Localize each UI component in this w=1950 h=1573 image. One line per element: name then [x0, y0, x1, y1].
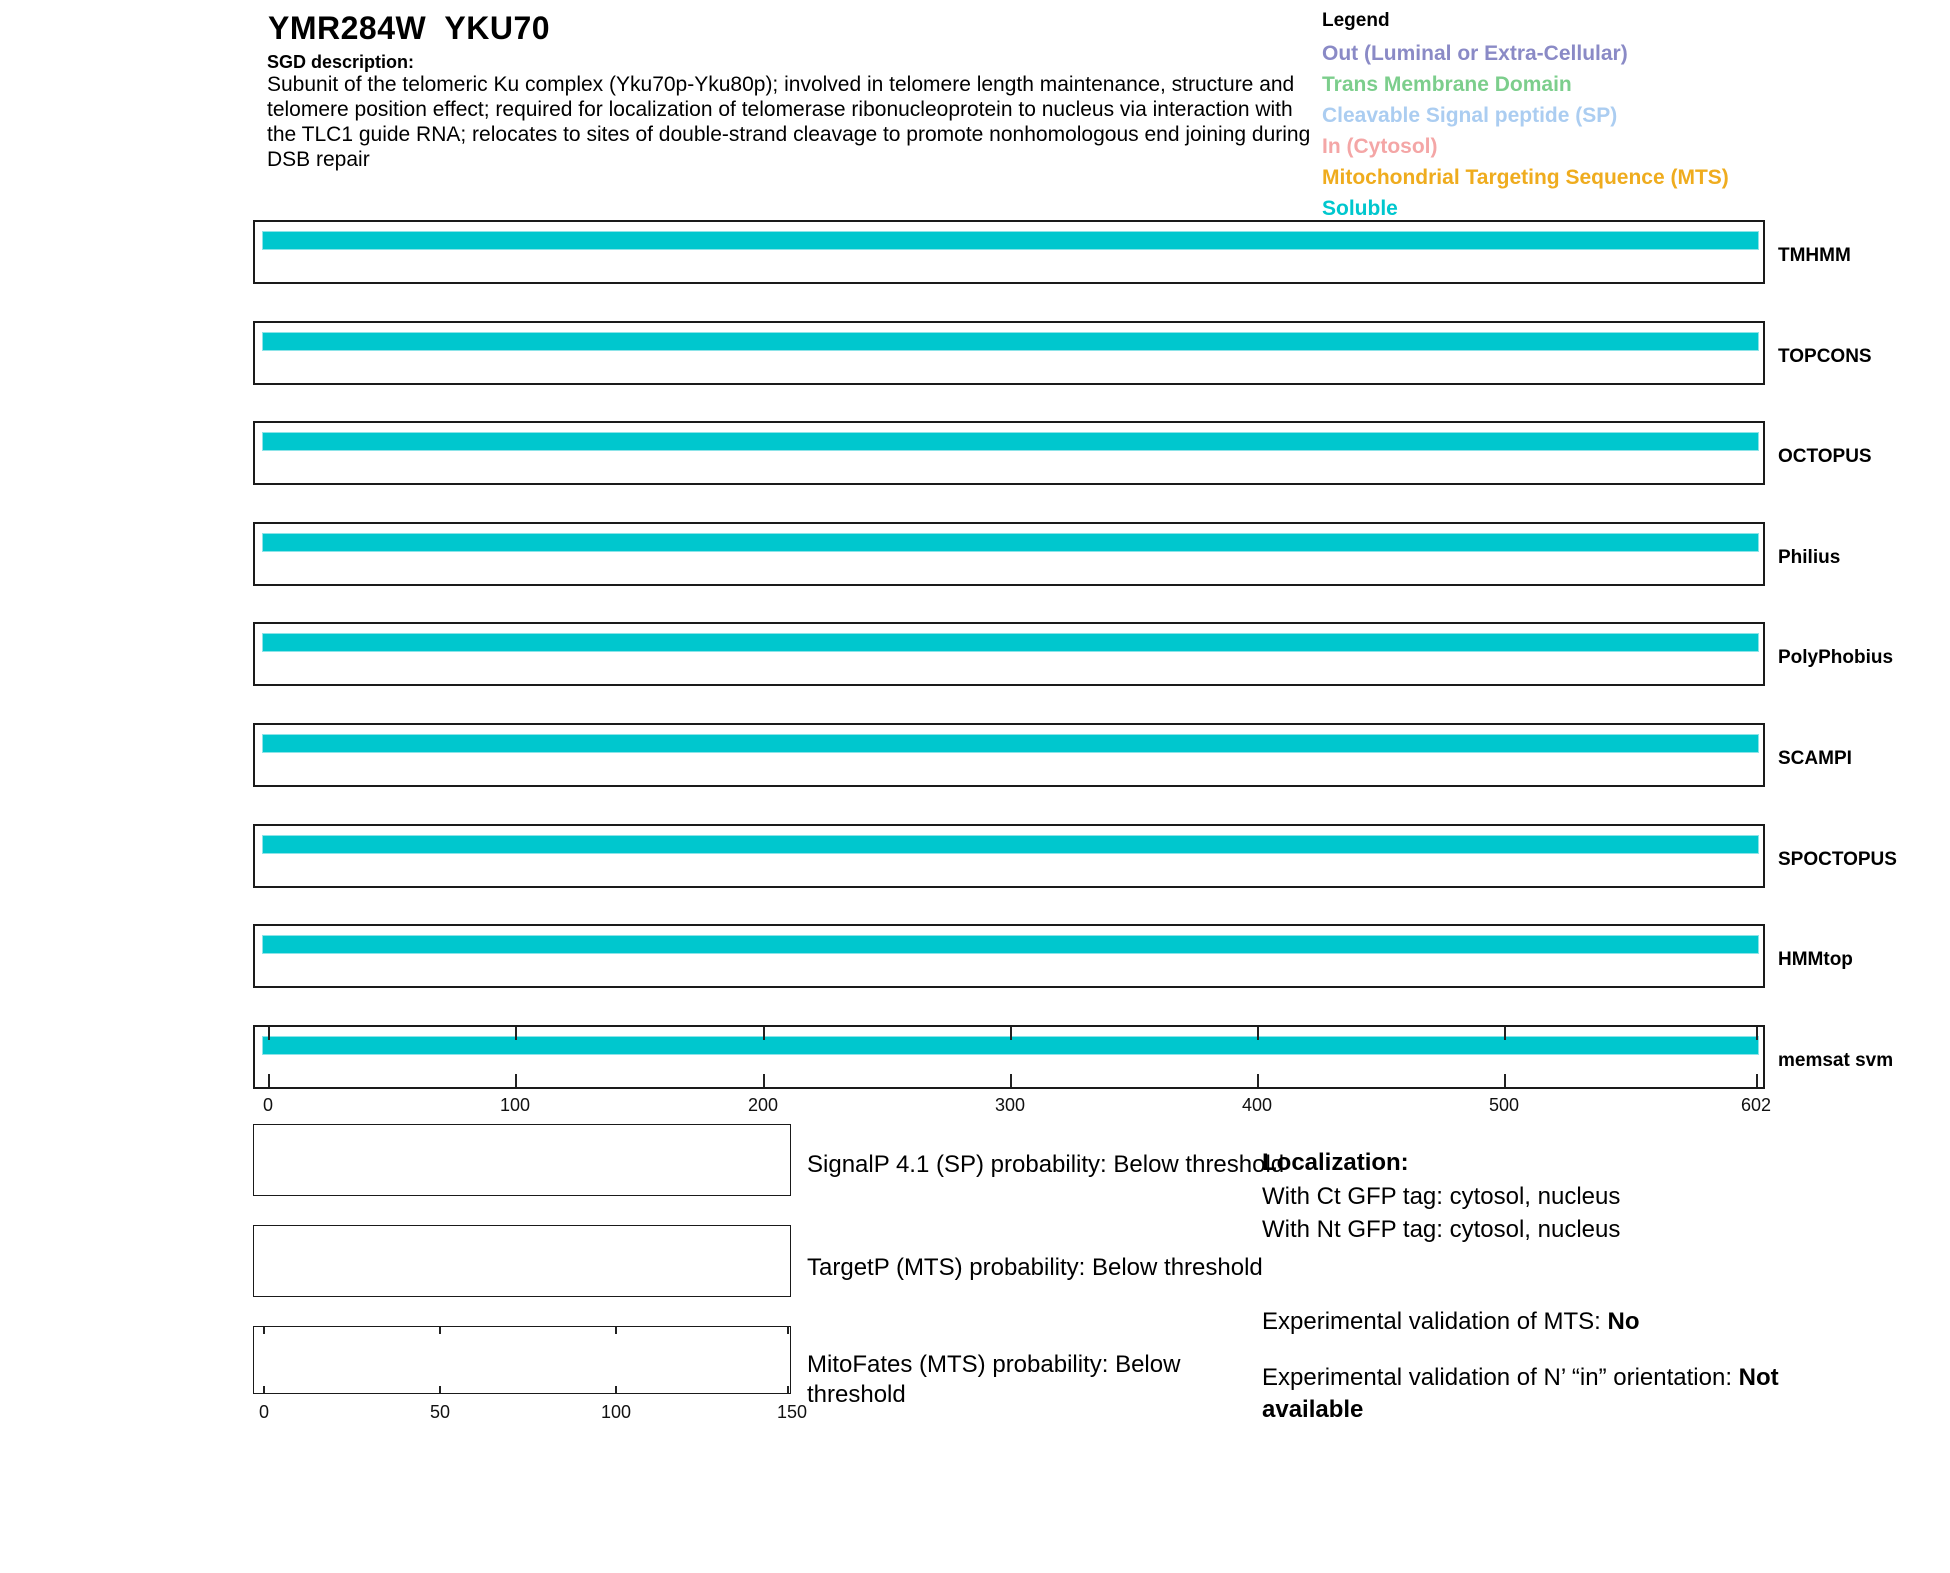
- track-plot-box: [253, 321, 1765, 385]
- mitofates-caption: MitoFates (MTS) probability: Below threshold: [807, 1351, 1181, 1408]
- axis-tick-label: 400: [1241, 1095, 1273, 1115]
- sgd-description-text: Subunit of the telomeric Ku complex (Yku70p-Yku80p); involved in telomere length maintenance, structure and telomere position effect; required for localization of telomerase ribonucleoprotein to nucleus via interaction with the TLC1 guide RNA; relocates to sites of double-strand cleavage to promote nonhomologous end joining during DSB repair: [267, 73, 1311, 171]
- axis-tick-label: 200: [747, 1095, 779, 1115]
- mts-validation-label: Experimental validation of MTS:: [1262, 1308, 1608, 1335]
- soluble-span-bar: [262, 332, 1759, 351]
- axis-tick: [439, 1386, 441, 1393]
- legend: [1322, 38, 1782, 238]
- axis-tick: [763, 1027, 765, 1040]
- axis-tick-label: 100: [600, 1402, 632, 1422]
- axis-tick-label: 100: [499, 1095, 531, 1115]
- axis-tick: [263, 1386, 265, 1393]
- track-plot-box: [253, 421, 1765, 485]
- track-label: HMMtop: [1778, 949, 1853, 970]
- axis-tick: [268, 1027, 270, 1040]
- axis-tick-label: 300: [994, 1095, 1026, 1115]
- axis-tick: [763, 1074, 765, 1087]
- axis-tick: [268, 1074, 270, 1087]
- soluble-span-bar: [262, 935, 1759, 954]
- track-plot-box: [253, 723, 1765, 787]
- legend-entry: Trans Membrane Domain: [1322, 73, 1572, 96]
- soluble-span-bar: [262, 835, 1759, 854]
- track-plot-box: [253, 824, 1765, 888]
- soluble-span-bar: [262, 633, 1759, 652]
- track-label: PolyPhobius: [1778, 647, 1894, 668]
- axis-tick: [1257, 1074, 1259, 1087]
- localization-heading: Localization:: [1262, 1149, 1409, 1176]
- axis-tick-label: 50: [429, 1402, 451, 1422]
- legend-entry: Mitochondrial Targeting Sequence (MTS): [1322, 166, 1729, 189]
- track-plot-box: [253, 924, 1765, 988]
- sgd-description-label: SGD description:: [267, 52, 415, 72]
- track-plot-box: [253, 1025, 1765, 1089]
- axis-tick: [1756, 1027, 1758, 1040]
- mts-validation-value: No: [1607, 1308, 1640, 1335]
- mts-validation-line: [1262, 1306, 1639, 1338]
- axis-tick: [787, 1327, 789, 1334]
- orientation-validation-label: Experimental validation of N’ “in” orientation:: [1262, 1364, 1739, 1391]
- mitofates-plot-box: [253, 1326, 791, 1394]
- legend-entry: Cleavable Signal peptide (SP): [1322, 104, 1618, 127]
- legend-entry: Out (Luminal or Extra-Cellular): [1322, 42, 1628, 65]
- legend-entry: In (Cytosol): [1322, 135, 1438, 158]
- axis-tick: [615, 1386, 617, 1393]
- signalp-plot-box: [253, 1124, 791, 1196]
- track-plot-box: [253, 220, 1765, 284]
- axis-tick-label: 0: [258, 1402, 270, 1422]
- axis-tick: [1504, 1074, 1506, 1087]
- axis-tick-label: 500: [1488, 1095, 1520, 1115]
- track-plot-box: [253, 522, 1765, 586]
- track-label: TMHMM: [1778, 245, 1851, 266]
- signalp-caption: SignalP 4.1 (SP) probability: Below threshold: [807, 1151, 1285, 1178]
- legend-entry: Soluble: [1322, 197, 1398, 220]
- axis-tick: [1257, 1027, 1259, 1040]
- track-plot-box: [253, 622, 1765, 686]
- axis-tick: [263, 1327, 265, 1334]
- legend-title: Legend: [1322, 10, 1390, 31]
- axis-tick: [515, 1027, 517, 1040]
- soluble-span-bar: [262, 432, 1759, 451]
- axis-tick: [1010, 1027, 1012, 1040]
- axis-tick: [515, 1074, 517, 1087]
- orientation-validation-line: [1262, 1362, 1779, 1394]
- axis-tick-label: 150: [776, 1402, 808, 1422]
- localization-ct-line: With Ct GFP tag: cytosol, nucleus: [1262, 1183, 1621, 1210]
- axis-tick: [1756, 1074, 1758, 1087]
- soluble-span-bar: [262, 533, 1759, 552]
- axis-tick: [439, 1327, 441, 1334]
- track-label: Philius: [1778, 547, 1841, 568]
- localization-nt-line: With Nt GFP tag: cytosol, nucleus: [1262, 1216, 1621, 1243]
- orientation-validation-value: Not: [1738, 1364, 1779, 1391]
- orientation-validation-value-cont: available: [1262, 1396, 1364, 1423]
- soluble-span-bar: [262, 231, 1759, 250]
- axis-tick: [1504, 1027, 1506, 1040]
- axis-tick-label: 0: [262, 1095, 274, 1115]
- targetp-plot-box: [253, 1225, 791, 1297]
- soluble-span-bar: [262, 734, 1759, 753]
- track-label: SPOCTOPUS: [1778, 849, 1897, 870]
- axis-tick: [1010, 1074, 1012, 1087]
- page-title: YMR284W YKU70: [268, 10, 551, 46]
- axis-tick: [787, 1386, 789, 1393]
- track-label: OCTOPUS: [1778, 446, 1872, 467]
- targetp-caption: TargetP (MTS) probability: Below threshold: [807, 1254, 1263, 1281]
- track-label: SCAMPI: [1778, 748, 1852, 769]
- track-label: TOPCONS: [1778, 346, 1872, 367]
- axis-tick-label: 602: [1740, 1095, 1772, 1115]
- track-label: memsat svm: [1778, 1050, 1894, 1071]
- axis-tick: [615, 1327, 617, 1334]
